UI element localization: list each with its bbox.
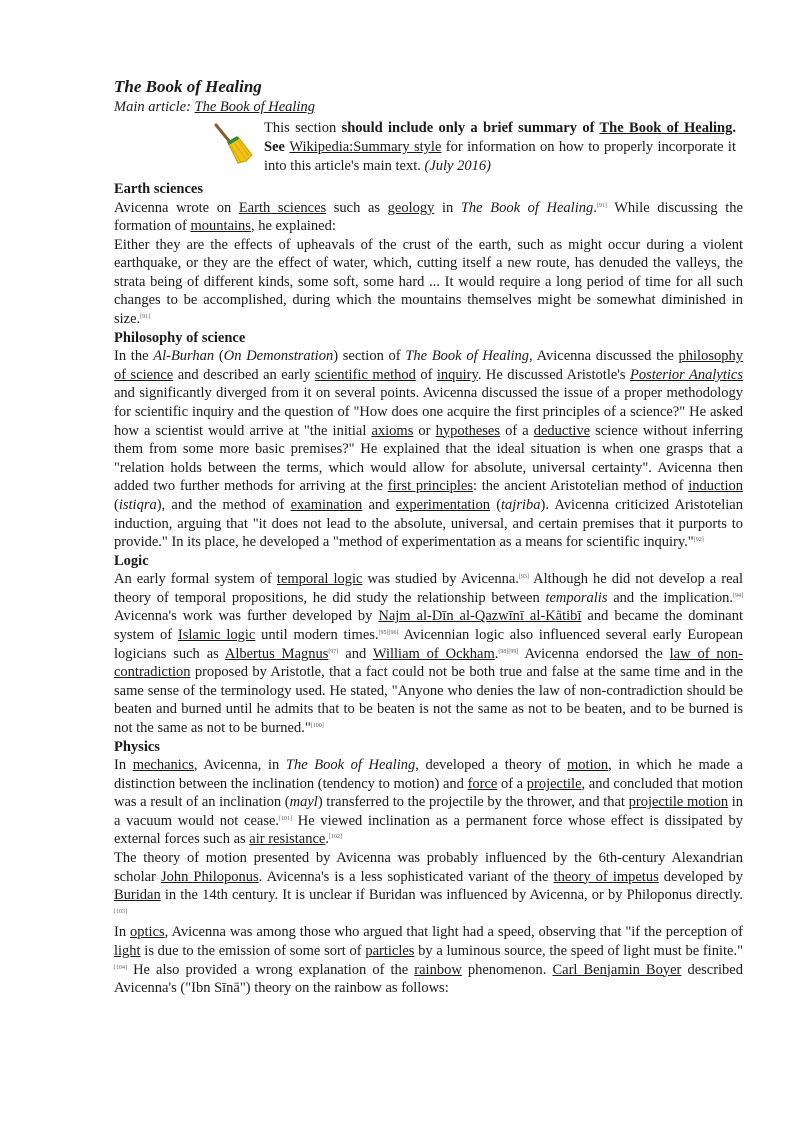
link-examination[interactable]: examination bbox=[290, 496, 363, 513]
link-force[interactable]: force bbox=[467, 775, 498, 792]
link-carl-benjamin-boyer[interactable]: Carl Benjamin Boyer bbox=[552, 961, 682, 978]
link-rainbow[interactable]: rainbow bbox=[414, 961, 462, 978]
link-particles[interactable]: particles bbox=[365, 942, 415, 959]
notice-link-summary-style[interactable]: Wikipedia:Summary style bbox=[289, 139, 442, 155]
physics-paragraph-mechanics: In mechanics, Avicenna, in The Book of Healing, developed a theory of motion, in which he made a distinction between the inclination (tendency to motion) and force of a projectile, and concluded that motion was a result of an inclination (mayl) transferred to the projectile by the thrower, and that projectile motion in a vacuum would not cease.[101] He viewed inclination as a permanent force whose effect is dissipated by external forces such as air resistance.[102] bbox=[114, 757, 744, 848]
citation[interactable]: [92] bbox=[693, 537, 704, 544]
physics-paragraph-optics: In optics, Avicenna was among those who argued that light had a speed, observing that "if the perception of light is due to the emission of some sort of particles by a luminous source, the speed of light must be finite."[104] He also provided a wrong explanation of the rainbow phenomenon. Carl Benjamin Boyer described Avicenna's ("Ibn Sīnā") theory on the rainbow as follows: bbox=[114, 924, 743, 997]
link-philosophy-of-science[interactable]: philosophy of science bbox=[114, 348, 743, 383]
section-title: The Book of Healing bbox=[114, 77, 262, 96]
link-projectile-motion[interactable]: projectile motion bbox=[628, 794, 729, 811]
main-article-hatnote: Main article: The Book of Healing bbox=[114, 99, 315, 115]
link-william-of-ockham[interactable]: William of Ockham bbox=[372, 645, 495, 662]
physics-heading: Physics bbox=[114, 738, 160, 755]
link-geology[interactable]: geology bbox=[387, 199, 435, 216]
summary-notice bbox=[114, 119, 743, 176]
link-air-resistance[interactable]: air resistance bbox=[249, 831, 326, 848]
citation[interactable]: [101] bbox=[279, 815, 293, 822]
notice-link-book[interactable]: The Book of Healing bbox=[599, 120, 733, 136]
citation[interactable]: [95][96] bbox=[378, 629, 399, 636]
citation[interactable]: [103] bbox=[114, 908, 127, 915]
citation[interactable]: [98][99] bbox=[498, 648, 519, 655]
link-posterior-analytics[interactable]: Posterior Analytics bbox=[630, 366, 743, 383]
broom-icon bbox=[210, 121, 254, 165]
logic-heading: Logic bbox=[114, 552, 149, 569]
link-earth-sciences[interactable]: Earth sciences bbox=[238, 199, 327, 216]
link-scientific-method[interactable]: scientific method bbox=[314, 366, 416, 383]
citation[interactable]: [91] bbox=[140, 314, 151, 321]
citation[interactable]: [91] bbox=[596, 202, 607, 209]
notice-date: (July 2016) bbox=[424, 158, 491, 174]
link-axioms[interactable]: axioms bbox=[371, 422, 414, 439]
philosophy-paragraph: In the Al-Burhan (On Demonstration) section of The Book of Healing, Avicenna discussed the philosophy of science and described an early scientific method of inquiry. He discussed Aristotle's Posterior Analytics and significantly diverged from it on several points. Avicenna discussed the issue of a proper methodology for scientific inquiry and the question of "How does one acquire the first principles of a science?" He asked how a scientist would arrive at "the initial axioms or hypotheses of a deductive science without inferring them from some more basic premises?" He explained that the ideal situation is when one grasps that a "relation holds between the terms, which would allow for absolute, universal certainty". Avicenna then added two further methods for arriving at the first principles: the ancient Aristotelian method of induction (istiqra), and the method of examination and experimentation (tajriba). Avicenna criticized Aristotelian induction, arguing that "it does not lead to the absolute, universal, and certain premises that it purports to provide." In its place, he developed a "method of experimentation as a means for scientific inquiry."[92] bbox=[114, 348, 743, 551]
link-first-principles[interactable]: first principles bbox=[387, 478, 474, 495]
citation[interactable]: [97] bbox=[328, 648, 339, 655]
link-optics[interactable]: optics bbox=[130, 924, 165, 941]
logic-paragraph: An early formal system of temporal logic was studied by Avicenna.[93] Although he did not develop a real theory of temporal propositions, he did study the relationship between temporalis and the implication.[94] Avicenna's work was further developed by Najm al-Dīn al-Qazwīnī al-Kātibī and became the dominant system of Islamic logic until modern times.[95][96] Avicennian logic also influenced several early European logicians such as Albertus Magnus[97] and William of Ockham.[98][99] Avicenna endorsed the law of non-contradiction proposed by Aristotle, that a fact could not be both true and false at the same time and in the same sense of the terminology used. He stated, "Anyone who denies the law of non-contradiction should be beaten and burned until he admits that to be beaten is not the same as not to be beaten, and to be burned is not the same as not to be burned."[100] bbox=[114, 571, 743, 736]
link-buridan[interactable]: Buridan bbox=[114, 887, 161, 904]
link-albertus-magnus[interactable]: Albertus Magnus bbox=[224, 645, 329, 662]
link-mechanics[interactable]: mechanics bbox=[132, 757, 194, 774]
earth-sciences-paragraph: Avicenna wrote on Earth sciences such as geology in The Book of Healing.[91] While discussing the formation of mountains, he explained: bbox=[114, 199, 743, 235]
article-page bbox=[114, 76, 743, 998]
link-theory-of-impetus[interactable]: theory of impetus bbox=[553, 868, 659, 885]
link-temporal-logic[interactable]: temporal logic bbox=[276, 571, 363, 588]
link-john-philoponus[interactable]: John Philoponus bbox=[160, 868, 259, 885]
link-motion[interactable]: motion bbox=[567, 757, 609, 774]
citation[interactable]: [93] bbox=[518, 574, 529, 581]
link-mountains[interactable]: mountains bbox=[190, 218, 251, 235]
main-article-link[interactable]: The Book of Healing bbox=[194, 99, 315, 115]
link-islamic-logic[interactable]: Islamic logic bbox=[177, 626, 256, 643]
citation[interactable]: [94] bbox=[733, 592, 743, 599]
link-inquiry[interactable]: inquiry bbox=[436, 366, 478, 383]
link-al-katibi[interactable]: Najm al-Dīn al-Qazwīnī al-Kātibī bbox=[378, 608, 582, 625]
earth-sciences-quote: Either they are the effects of upheavals of the crust of the earth, such as might occur during a violent earthquake, or they are the effect of water, which, cutting itself a new route, has denuded the valleys, the strata being of different kinds, some soft, some hard ... It would require a long period of time for all such changes to be accomplished, during which the mountains themselves might be somewhat diminished in size.[91] bbox=[114, 236, 743, 328]
link-light[interactable]: light bbox=[114, 942, 141, 959]
citation[interactable]: [104] bbox=[114, 964, 127, 971]
link-experimentation[interactable]: experimentation bbox=[395, 496, 490, 513]
earth-sciences-heading: Earth sciences bbox=[114, 181, 203, 197]
link-projectile[interactable]: projectile bbox=[526, 775, 582, 792]
link-induction[interactable]: induction bbox=[688, 478, 743, 495]
link-hypotheses[interactable]: hypotheses bbox=[435, 422, 500, 439]
citation[interactable]: [100] bbox=[310, 722, 324, 729]
citation[interactable]: [102] bbox=[329, 834, 342, 841]
physics-paragraph-impetus: The theory of motion presented by Avicenna was probably influenced by the 6th-century Alexandrian scholar John Philoponus. Avicenna's is a less sophisticated variant of the theory of impetus developed by Buridan in the 14th century. It is unclear if Buridan was influenced by Avicenna, or by Philoponus directly.[103] bbox=[114, 850, 743, 915]
link-deductive[interactable]: deductive bbox=[533, 422, 591, 439]
philosophy-heading: Philosophy of science bbox=[114, 329, 246, 346]
link-law-of-non-contradiction[interactable]: law of non-contradiction bbox=[114, 645, 743, 681]
notice-text: This section should include only a brief summary of The Book of Healing. See Wikipedia:Summary style for information on how to properly incorporate it into this article's main text. (July 2016) bbox=[264, 120, 736, 174]
